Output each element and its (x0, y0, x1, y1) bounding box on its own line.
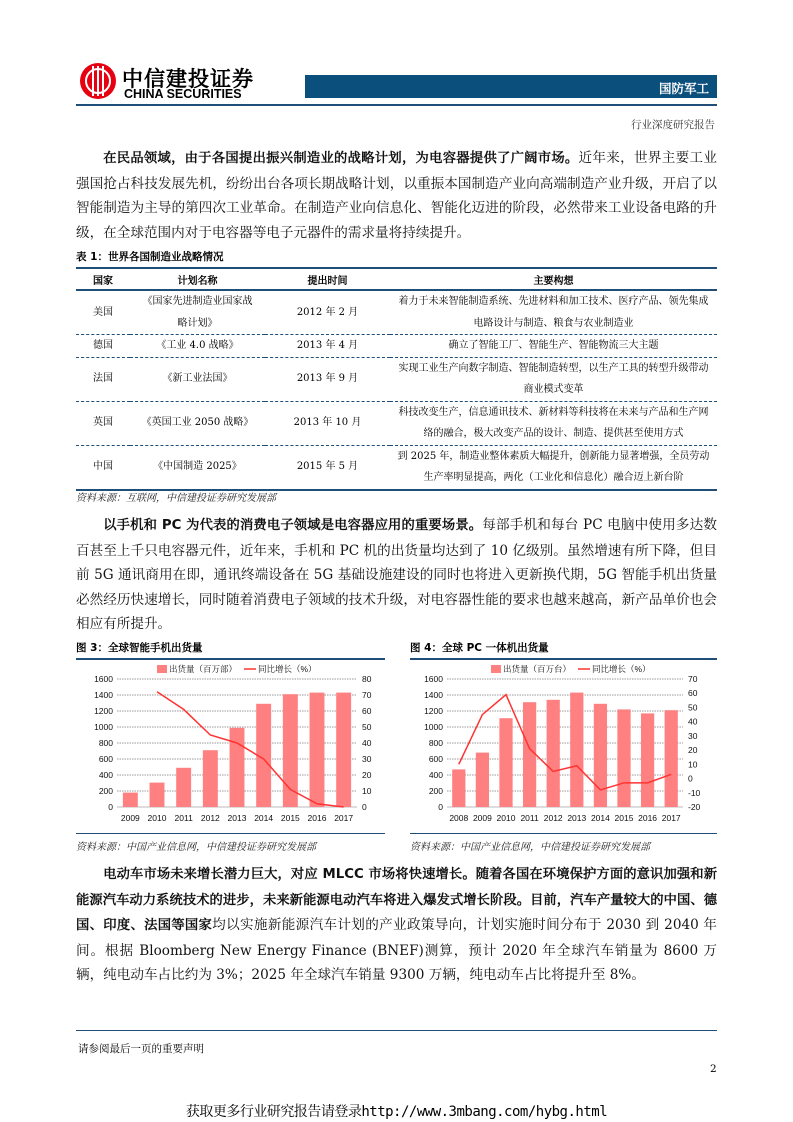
x-tick-label: 2008 (449, 813, 469, 823)
chart3-bottom-rule (76, 833, 385, 834)
disclaimer-note: 请参阅最后一页的重要声明 (78, 1043, 204, 1055)
y-tick-label: 1600 (424, 674, 443, 684)
cell-idea: 实现工业生产向数字制造、智能制造转型，以生产工具的转型升级带动商业模式变革 (390, 357, 717, 401)
bar (123, 793, 138, 807)
cell-country: 英国 (76, 401, 130, 445)
citic-logo-icon (79, 62, 117, 100)
y2-tick-label: 20 (362, 770, 372, 780)
y-tick-label: 1600 (94, 674, 113, 684)
chart3-title: 图 3：全球智能手机出货量 (76, 642, 203, 654)
bar (176, 768, 191, 807)
promo-link[interactable]: 获取更多行业研究报告请登录http://www.3mbang.com/hybg.html (185, 1104, 608, 1120)
header-divider (76, 104, 717, 106)
bar (641, 713, 654, 807)
y2-tick-label: 20 (688, 745, 698, 756)
y2-tick-label: 70 (688, 674, 698, 684)
cell-country: 美国 (76, 290, 130, 335)
page-number: 2 (710, 1063, 717, 1075)
y2-tick-label: 60 (688, 688, 698, 699)
y2-tick-label: 0 (362, 802, 367, 812)
cell-date: 2013 年 4 月 (265, 335, 390, 358)
y-tick-label: 800 (98, 738, 113, 748)
y-tick-label: 1000 (94, 722, 113, 732)
x-tick-label: 2010 (496, 813, 516, 823)
x-tick-label: 2015 (614, 813, 634, 823)
x-tick-label: 2017 (661, 813, 681, 823)
bar (523, 702, 536, 807)
bar (594, 704, 607, 807)
cell-country: 中国 (76, 445, 130, 490)
table-row (76, 335, 717, 358)
table-source: 资料来源：互联网，中信建投证券研究发展部 (76, 493, 276, 504)
table-row (76, 290, 717, 335)
y-tick-label: 1000 (424, 722, 443, 732)
bar (617, 709, 630, 807)
col-header-plan: 计划名称 (130, 268, 265, 290)
y2-tick-label: 40 (362, 738, 372, 748)
cell-plan: 《新工业法国》 (130, 357, 265, 401)
cell-date: 2015 年 5 月 (265, 445, 390, 490)
cell-date: 2012 年 2 月 (265, 290, 390, 335)
cell-idea: 科技改变生产，信息通讯技术、新材料等科技将在未来与产品和生产网络的融合，极大改变产品的设计、制造、提供甚至使用方式 (390, 401, 717, 445)
cell-country: 德国 (76, 335, 130, 358)
chart4-bottom-rule (410, 833, 717, 834)
bar (665, 710, 678, 807)
chart4-source: 资料来源：中国产业信息网，中信建投证券研究发展部 (410, 842, 650, 853)
x-tick-label: 2014 (254, 813, 274, 823)
cell-plan: 《国家先进制造业国家战略计划》 (130, 290, 265, 335)
footer-divider (76, 1030, 717, 1031)
y-tick-label: 0 (438, 802, 443, 812)
cell-idea: 到 2025 年，制造业整体素质大幅提升，创新能力显著增强，全员劳动生产率明显提高，两化（工业化和信息化）融合迈上新台阶 (390, 445, 717, 490)
legend-line-label: 同比增长（%） (592, 664, 651, 674)
y-tick-label: 800 (428, 738, 443, 748)
cell-country: 法国 (76, 357, 130, 401)
bar (499, 718, 512, 807)
chart3-smartphone-shipments (76, 660, 386, 832)
y2-tick-label: 40 (688, 716, 698, 727)
report-type: 行业深度研究报告 (631, 119, 715, 131)
bar (230, 728, 245, 807)
legend-line-label: 同比增长（%） (258, 664, 317, 674)
y-tick-label: 600 (98, 754, 113, 764)
bar (203, 750, 218, 807)
y2-tick-label: -10 (688, 787, 701, 798)
table-caption: 表 1：世界各国制造业战略情况 (76, 251, 224, 263)
x-tick-label: 2012 (543, 813, 563, 823)
y2-tick-label: 70 (362, 690, 372, 700)
x-tick-label: 2012 (200, 813, 220, 823)
paragraph-consumer-electronics: 以手机和 PC 为代表的消费电子领域是电容器应用的重要场景。每部手机和每台 PC 电脑中使用多达数百甚至上千只电容器元件，近年来，手机和 PC 机的出货量均达到了 10 亿级别。虽然增速有所下降，但目前 5G 通讯商用在即，通讯终端设备在 5G 基础设施建设的同时也将进入更新换代期，5G 智能手机出货量必然经历快速增长，同时随着消费电子领域的技术升级，对电容器性能的要求也越来越高，新产品单价也会相应有所提升。 (76, 517, 717, 632)
x-tick-label: 2017 (334, 813, 354, 823)
x-tick-label: 2015 (280, 813, 300, 823)
paragraph-ev-market: 电动车市场未来增长潜力巨大，对应 MLCC 市场将快速增长。随着各国在环境保护方面的意识加强和新能源汽车动力系统技术的进步，未来新能源电动汽车将进入爆发式增长阶段。目前，汽车产量较大的中国、德国、印度、法国等国家均以实施新能源汽车计划的产业政策导向，计划实施时间分布于 2030 到 2040 年间。根据 Bloomberg New Energy Finance (BNEF)测算，预计 2020 年全球汽车销量为 8600 万辆，纯电动车占比约为 3%；2025 年全球汽车销量 9300 万辆，纯电动车占比将提升至 8%。 (76, 867, 717, 983)
chart3-source: 资料来源：中国产业信息网，中信建投证券研究发展部 (76, 842, 316, 853)
y-tick-label: 200 (98, 786, 113, 796)
y2-tick-label: 50 (362, 722, 372, 732)
chart4-title: 图 4：全球 PC 一体机出货量 (410, 642, 549, 654)
table-row (76, 357, 717, 401)
sector-banner: 国防军工 (305, 75, 717, 98)
x-tick-label: 2011 (174, 813, 193, 823)
y2-tick-label: 60 (362, 706, 372, 716)
legend-bar-label: 出货量（百万部） (169, 664, 238, 674)
y2-tick-label: 10 (688, 759, 698, 770)
cell-date: 2013 年 10 月 (265, 401, 390, 445)
bar (336, 693, 351, 807)
y2-tick-label: 80 (362, 674, 372, 684)
x-tick-label: 2016 (638, 813, 658, 823)
x-tick-label: 2009 (472, 813, 492, 823)
legend-bar-swatch (491, 665, 501, 673)
legend-bar-swatch (157, 665, 167, 673)
bar (310, 693, 325, 807)
y2-tick-label: 0 (688, 773, 693, 784)
y-tick-label: 1400 (94, 690, 113, 700)
logo-chinese: 中信建投证券 (122, 67, 254, 91)
bar (570, 693, 583, 807)
y2-tick-label: -20 (688, 802, 701, 812)
x-tick-label: 2009 (120, 813, 140, 823)
x-tick-label: 2014 (590, 813, 610, 823)
y2-tick-label: 30 (362, 754, 372, 764)
strategy-table (76, 267, 717, 491)
y-tick-label: 0 (108, 802, 113, 812)
y-tick-label: 1400 (424, 690, 443, 700)
x-tick-label: 2013 (227, 813, 247, 823)
col-header-date: 提出时间 (265, 268, 390, 290)
bar (547, 700, 560, 807)
col-header-idea: 主要构想 (390, 268, 717, 290)
bar (476, 753, 489, 807)
y2-tick-label: 10 (362, 786, 372, 796)
col-header-country: 国家 (76, 268, 130, 290)
x-tick-label: 2016 (307, 813, 327, 823)
cell-plan: 《英国工业 2050 战略》 (130, 401, 265, 445)
y-tick-label: 600 (428, 754, 443, 764)
growth-line (459, 695, 671, 790)
cell-idea: 确立了智能工厂、智能生产、智能物流三大主题 (390, 335, 717, 358)
y-tick-label: 400 (428, 770, 443, 780)
x-tick-label: 2011 (520, 813, 539, 823)
cell-idea: 着力于未来智能制造系统、先进材料和加工技术、医疗产品、领先集成电路设计与制造、粮食与农业制造业 (390, 290, 717, 335)
cell-date: 2013 年 9 月 (265, 357, 390, 401)
cell-plan: 《工业 4.0 战略》 (130, 335, 265, 358)
chart4-pc-shipments (410, 660, 720, 832)
y-tick-label: 1200 (94, 706, 113, 716)
cell-plan: 《中国制造 2025》 (130, 445, 265, 490)
legend-bar-label: 出货量（百万台） (503, 664, 572, 674)
table-row (76, 401, 717, 445)
y-tick-label: 400 (98, 770, 113, 780)
bar (452, 769, 465, 807)
x-tick-label: 2013 (567, 813, 587, 823)
logo-english: CHINA SECURITIES (124, 87, 242, 101)
paragraph-civil-market: 在民品领域，由于各国提出振兴制造业的战略计划，为电容器提供了广阔市场。近年来，世界主要工业强国抢占科技发展先机，纷纷出台各项长期战略计划，以重振本国制造产业向高端制造产业升级，开启了以智能制造为主导的第四次工业革命。在制造产业向信息化、智能化迈进的阶段，必然带来工业设备电路的升级，在全球范围内对于电容器等电子元器件的需求量将持续提升。 (76, 150, 718, 241)
x-tick-label: 2010 (147, 813, 167, 823)
y2-tick-label: 30 (688, 730, 698, 741)
y2-tick-label: 50 (688, 702, 698, 713)
table-row (76, 445, 717, 490)
y-tick-label: 200 (428, 786, 443, 796)
bar (150, 783, 165, 807)
y-tick-label: 1200 (424, 706, 443, 716)
